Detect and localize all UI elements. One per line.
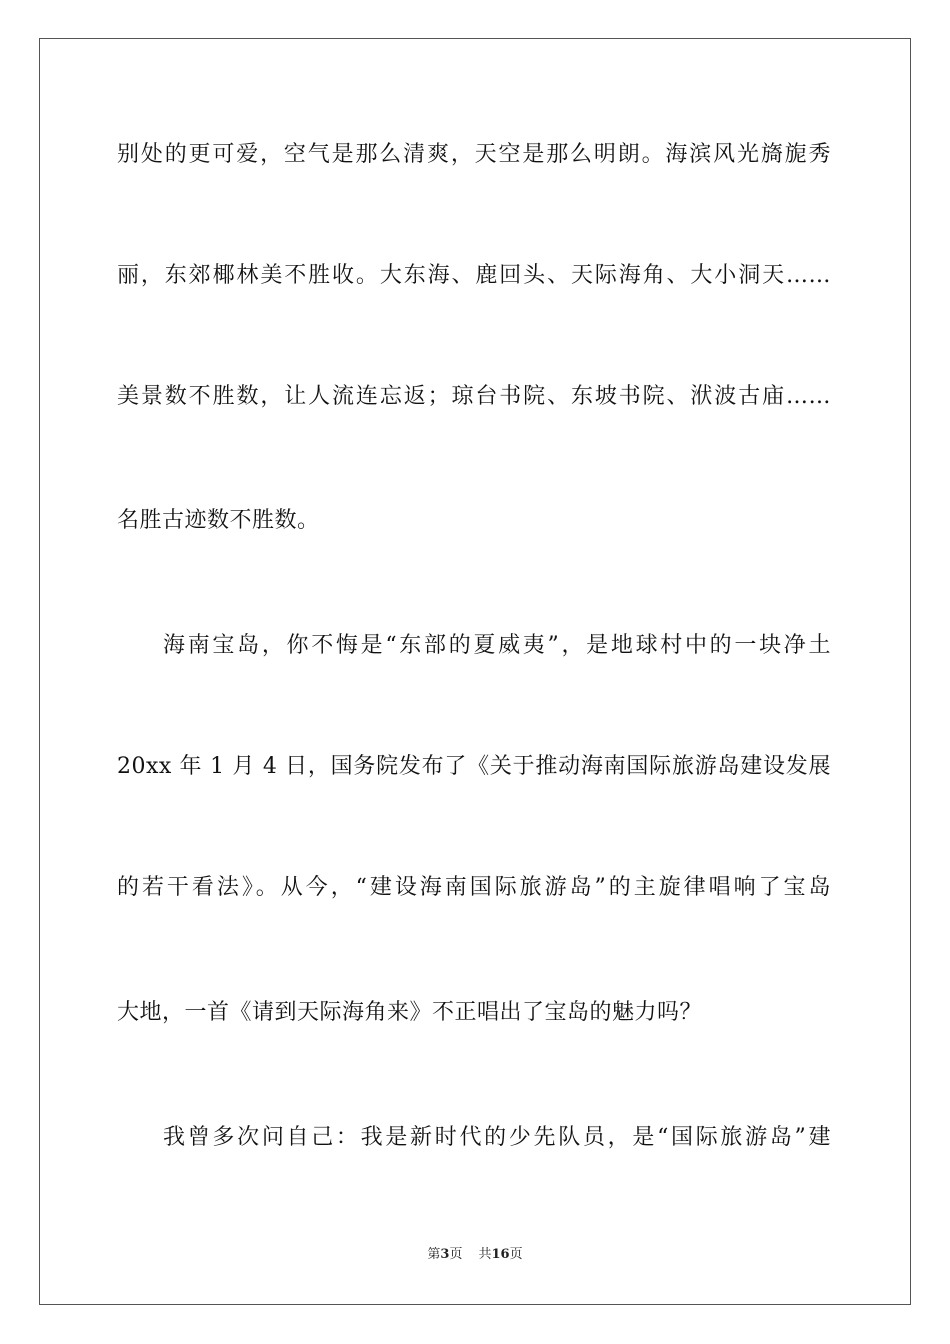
page-suffix: 页: [449, 1247, 463, 1262]
page-border: [39, 38, 911, 1305]
page-footer: [0, 1246, 950, 1264]
text-line-9: 我曾多次问自己：我是新时代的少先队员，是“国际旅游岛”建: [163, 1125, 831, 1150]
text-line-1: 别处的更可爱，空气是那么清爽，天空是那么明朗。海滨风光旖旎秀: [117, 142, 831, 167]
text-line-4: 名胜古迹数不胜数。: [117, 508, 320, 533]
text-line-3: 美景数不胜数，让人流连忘返；琼台书院、东坡书院、洑波古庙……: [117, 384, 831, 409]
text-line-7: 的若干看法》。从今，“建设海南国际旅游岛”的主旋律唱响了宝岛: [117, 875, 831, 900]
page-total: 16: [491, 1247, 510, 1262]
page-prefix: 第: [427, 1247, 441, 1262]
text-line-5: 海南宝岛，你不悔是“东部的夏威夷”，是地球村中的一块净土: [163, 633, 831, 658]
text-line-2: 丽，东郊椰林美不胜收。大东海、鹿回头、天际海角、大小洞天……: [117, 263, 831, 288]
text-line-6: 20xx 年 1 月 4 日，国务院发布了《关于推动海南国际旅游岛建设发展: [117, 754, 831, 779]
total-suffix: 页: [509, 1247, 523, 1262]
text-line-8: 大地，一首《请到天际海角来》不正唱出了宝岛的魅力吗？: [117, 1000, 703, 1025]
page-current: 3: [440, 1247, 450, 1262]
total-prefix: 共: [478, 1247, 492, 1262]
